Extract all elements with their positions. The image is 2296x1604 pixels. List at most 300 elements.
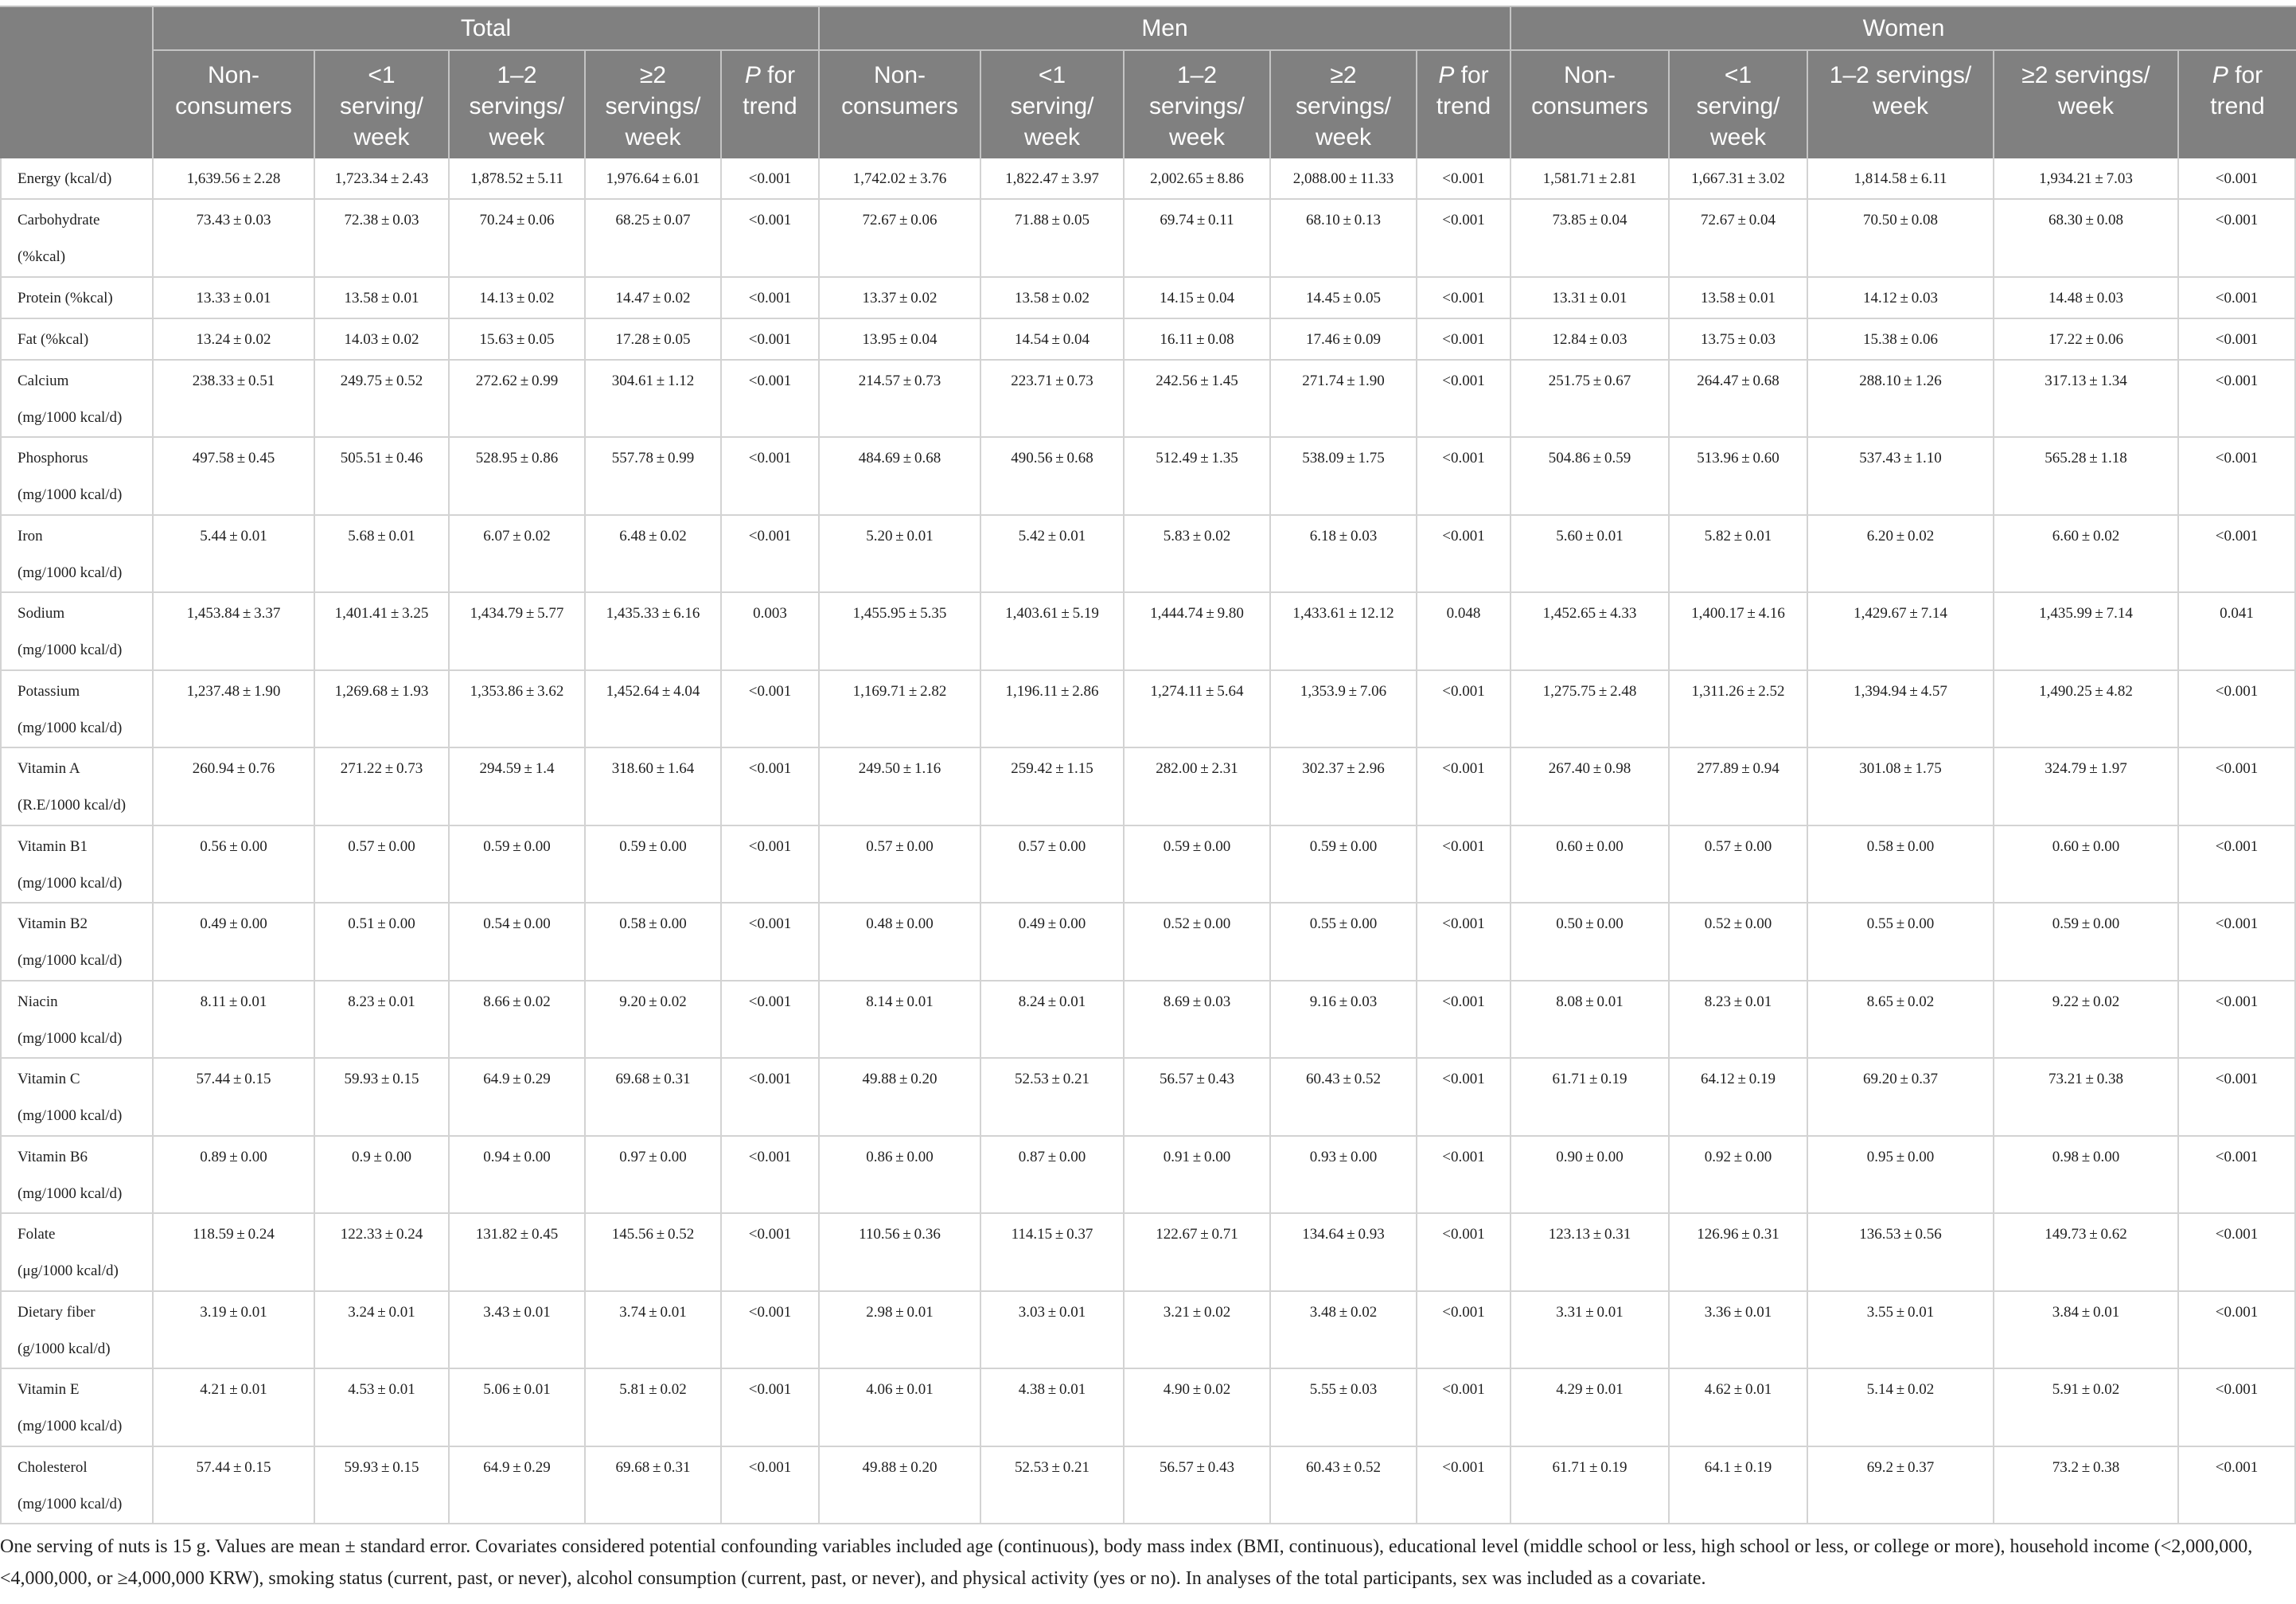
cell-vitamin-b6-women-non-consumers: 0.90 ± 0.00 xyxy=(1511,1137,1670,1215)
cell-calcium-total-less-than-1-serving-week: 249.75 ± 0.52 xyxy=(315,361,450,439)
cell-vitamin-e-women-2-or-more-servings-week: 5.91 ± 0.02 xyxy=(1994,1369,2179,1447)
cell-protein-total-p-for-trend: <0.001 xyxy=(722,278,820,319)
cell-vitamin-a-total-p-for-trend: <0.001 xyxy=(722,748,820,826)
cell-carbohydrate-women-p-for-trend: <0.001 xyxy=(2179,200,2296,278)
cell-carbohydrate-women-1-2-servings-week: 70.50 ± 0.08 xyxy=(1808,200,1994,278)
cell-carbohydrate-men-1-2-servings-week: 69.74 ± 0.11 xyxy=(1125,200,1271,278)
cell-cholesterol-women-non-consumers: 61.71 ± 0.19 xyxy=(1511,1447,1670,1525)
cell-vitamin-b6-women-less-than-1-serving-week: 0.92 ± 0.00 xyxy=(1670,1137,1808,1215)
cell-potassium-women-p-for-trend: <0.001 xyxy=(2179,671,2296,749)
cell-vitamin-a-women-2-or-more-servings-week: 324.79 ± 1.97 xyxy=(1994,748,2179,826)
cell-vitamin-b1-total-p-for-trend: <0.001 xyxy=(722,826,820,904)
cell-vitamin-c-total-1-2-servings-week: 64.9 ± 0.29 xyxy=(450,1059,586,1137)
cell-phosphorus-men-2-or-more-servings-week: 538.09 ± 1.75 xyxy=(1271,438,1417,516)
cell-folate-women-2-or-more-servings-week: 149.73 ± 0.62 xyxy=(1994,1214,2179,1292)
cell-folate-men-non-consumers: 110.56 ± 0.36 xyxy=(820,1214,981,1292)
cell-fat-women-p-for-trend: <0.001 xyxy=(2179,319,2296,361)
cell-protein-men-less-than-1-serving-week: 13.58 ± 0.02 xyxy=(981,278,1125,319)
column-header-women-1-2-servings-week: 1–2 servings/ week xyxy=(1808,51,1994,158)
cell-vitamin-b6-women-2-or-more-servings-week: 0.98 ± 0.00 xyxy=(1994,1137,2179,1215)
cell-potassium-total-2-or-more-servings-week: 1,452.64 ± 4.04 xyxy=(586,671,722,749)
cell-energy-men-1-2-servings-week: 2,002.65 ± 8.86 xyxy=(1125,158,1271,200)
cell-protein-total-2-or-more-servings-week: 14.47 ± 0.02 xyxy=(586,278,722,319)
table-row-folate xyxy=(0,1214,2296,1292)
column-header-men-1-2-servings-week: 1–2 servings/ week xyxy=(1125,51,1271,158)
cell-fat-men-p-for-trend: <0.001 xyxy=(1417,319,1511,361)
cell-niacin-total-non-consumers: 8.11 ± 0.01 xyxy=(154,982,315,1060)
cell-vitamin-a-women-1-2-servings-week: 301.08 ± 1.75 xyxy=(1808,748,1994,826)
cell-cholesterol-men-less-than-1-serving-week: 52.53 ± 0.21 xyxy=(981,1447,1125,1525)
cell-calcium-total-1-2-servings-week: 272.62 ± 0.99 xyxy=(450,361,586,439)
cell-vitamin-e-women-1-2-servings-week: 5.14 ± 0.02 xyxy=(1808,1369,1994,1447)
cell-energy-women-less-than-1-serving-week: 1,667.31 ± 3.02 xyxy=(1670,158,1808,200)
cell-vitamin-e-total-1-2-servings-week: 5.06 ± 0.01 xyxy=(450,1369,586,1447)
row-label-potassium: Potassium (mg/1000 kcal/d) xyxy=(0,671,154,749)
cell-niacin-total-less-than-1-serving-week: 8.23 ± 0.01 xyxy=(315,982,450,1060)
table-row-potassium xyxy=(0,671,2296,749)
cell-vitamin-e-total-2-or-more-servings-week: 5.81 ± 0.02 xyxy=(586,1369,722,1447)
cell-dietary-fiber-women-2-or-more-servings-week: 3.84 ± 0.01 xyxy=(1994,1292,2179,1370)
column-header-women-less-than-1-serving-week: <1 serving/ week xyxy=(1670,51,1808,158)
cell-phosphorus-total-p-for-trend: <0.001 xyxy=(722,438,820,516)
cell-fat-women-1-2-servings-week: 15.38 ± 0.06 xyxy=(1808,319,1994,361)
cell-protein-men-non-consumers: 13.37 ± 0.02 xyxy=(820,278,981,319)
cell-dietary-fiber-men-1-2-servings-week: 3.21 ± 0.02 xyxy=(1125,1292,1271,1370)
cell-vitamin-b2-total-non-consumers: 0.49 ± 0.00 xyxy=(154,903,315,982)
cell-sodium-women-less-than-1-serving-week: 1,400.17 ± 4.16 xyxy=(1670,593,1808,671)
cell-vitamin-b2-women-2-or-more-servings-week: 0.59 ± 0.00 xyxy=(1994,903,2179,982)
cell-vitamin-b2-men-2-or-more-servings-week: 0.55 ± 0.00 xyxy=(1271,903,1417,982)
cell-sodium-men-less-than-1-serving-week: 1,403.61 ± 5.19 xyxy=(981,593,1125,671)
row-label-vitamin-b1: Vitamin B1 (mg/1000 kcal/d) xyxy=(0,826,154,904)
cell-vitamin-b6-men-non-consumers: 0.86 ± 0.00 xyxy=(820,1137,981,1215)
cell-potassium-men-1-2-servings-week: 1,274.11 ± 5.64 xyxy=(1125,671,1271,749)
cell-energy-women-2-or-more-servings-week: 1,934.21 ± 7.03 xyxy=(1994,158,2179,200)
cell-protein-total-1-2-servings-week: 14.13 ± 0.02 xyxy=(450,278,586,319)
table-footnote: One serving of nuts is 15 g. Values are mean ± standard error. Covariates considered potential confounding variables included age (continuous), body mass index (BMI, continuous), educational level (middle school or less, high school or less, or college or more), household income (<2,000,000, <4,000,000, or ≥4,000,000 KRW), smoking status (current, past, or never), alcohol consumption (current, past, or never), and physical activity (yes or no). In analyses of the total participants, sex was included as a covariate. xyxy=(0,1536,2253,1589)
cell-protein-women-1-2-servings-week: 14.12 ± 0.03 xyxy=(1808,278,1994,319)
cell-vitamin-b1-men-non-consumers: 0.57 ± 0.00 xyxy=(820,826,981,904)
cell-folate-men-2-or-more-servings-week: 134.64 ± 0.93 xyxy=(1271,1214,1417,1292)
row-label-fat: Fat (%kcal) xyxy=(0,319,154,361)
cell-protein-total-non-consumers: 13.33 ± 0.01 xyxy=(154,278,315,319)
for-trend-label: for trend xyxy=(2210,62,2265,119)
cell-fat-total-non-consumers: 13.24 ± 0.02 xyxy=(154,319,315,361)
cell-cholesterol-men-2-or-more-servings-week: 60.43 ± 0.52 xyxy=(1271,1447,1417,1525)
cell-protein-total-less-than-1-serving-week: 13.58 ± 0.01 xyxy=(315,278,450,319)
cell-iron-men-non-consumers: 5.20 ± 0.01 xyxy=(820,516,981,594)
cell-vitamin-b1-women-1-2-servings-week: 0.58 ± 0.00 xyxy=(1808,826,1994,904)
cell-vitamin-b6-total-2-or-more-servings-week: 0.97 ± 0.00 xyxy=(586,1137,722,1215)
cell-vitamin-b1-men-1-2-servings-week: 0.59 ± 0.00 xyxy=(1125,826,1271,904)
cell-vitamin-b1-women-non-consumers: 0.60 ± 0.00 xyxy=(1511,826,1670,904)
cell-energy-men-non-consumers: 1,742.02 ± 3.76 xyxy=(820,158,981,200)
cell-iron-women-p-for-trend: <0.001 xyxy=(2179,516,2296,594)
table-row-vitamin-e xyxy=(0,1369,2296,1447)
column-header-men-p-for-trend xyxy=(1417,51,1511,158)
cell-dietary-fiber-total-less-than-1-serving-week: 3.24 ± 0.01 xyxy=(315,1292,450,1370)
cell-energy-men-p-for-trend: <0.001 xyxy=(1417,158,1511,200)
cell-dietary-fiber-men-non-consumers: 2.98 ± 0.01 xyxy=(820,1292,981,1370)
cell-potassium-total-p-for-trend: <0.001 xyxy=(722,671,820,749)
cell-dietary-fiber-men-p-for-trend: <0.001 xyxy=(1417,1292,1511,1370)
table-row-niacin xyxy=(0,982,2296,1060)
cell-vitamin-b1-women-2-or-more-servings-week: 0.60 ± 0.00 xyxy=(1994,826,2179,904)
cell-sodium-women-1-2-servings-week: 1,429.67 ± 7.14 xyxy=(1808,593,1994,671)
cell-vitamin-c-men-non-consumers: 49.88 ± 0.20 xyxy=(820,1059,981,1137)
table-row-vitamin-b1 xyxy=(0,826,2296,904)
cell-niacin-women-p-for-trend: <0.001 xyxy=(2179,982,2296,1060)
cell-cholesterol-total-1-2-servings-week: 64.9 ± 0.29 xyxy=(450,1447,586,1525)
cell-carbohydrate-men-less-than-1-serving-week: 71.88 ± 0.05 xyxy=(981,200,1125,278)
cell-niacin-women-less-than-1-serving-week: 8.23 ± 0.01 xyxy=(1670,982,1808,1060)
cell-vitamin-a-total-non-consumers: 260.94 ± 0.76 xyxy=(154,748,315,826)
row-label-calcium: Calcium (mg/1000 kcal/d) xyxy=(0,361,154,439)
cell-phosphorus-total-1-2-servings-week: 528.95 ± 0.86 xyxy=(450,438,586,516)
cell-vitamin-b1-women-less-than-1-serving-week: 0.57 ± 0.00 xyxy=(1670,826,1808,904)
column-header-total-2-or-more-servings-week: ≥2 servings/ week xyxy=(586,51,722,158)
cell-vitamin-b6-total-1-2-servings-week: 0.94 ± 0.00 xyxy=(450,1137,586,1215)
cell-vitamin-b6-men-2-or-more-servings-week: 0.93 ± 0.00 xyxy=(1271,1137,1417,1215)
cell-phosphorus-men-less-than-1-serving-week: 490.56 ± 0.68 xyxy=(981,438,1125,516)
table-row-vitamin-c xyxy=(0,1059,2296,1137)
p-italic-label: P xyxy=(2212,62,2228,88)
cell-vitamin-e-women-non-consumers: 4.29 ± 0.01 xyxy=(1511,1369,1670,1447)
cell-vitamin-b2-total-p-for-trend: <0.001 xyxy=(722,903,820,982)
cell-sodium-women-2-or-more-servings-week: 1,435.99 ± 7.14 xyxy=(1994,593,2179,671)
cell-sodium-men-non-consumers: 1,455.95 ± 5.35 xyxy=(820,593,981,671)
cell-potassium-men-less-than-1-serving-week: 1,196.11 ± 2.86 xyxy=(981,671,1125,749)
cell-protein-men-2-or-more-servings-week: 14.45 ± 0.05 xyxy=(1271,278,1417,319)
column-header-men-less-than-1-serving-week: <1 serving/ week xyxy=(981,51,1125,158)
cell-vitamin-b1-total-less-than-1-serving-week: 0.57 ± 0.00 xyxy=(315,826,450,904)
cell-iron-total-non-consumers: 5.44 ± 0.01 xyxy=(154,516,315,594)
cell-potassium-total-1-2-servings-week: 1,353.86 ± 3.62 xyxy=(450,671,586,749)
cell-carbohydrate-total-2-or-more-servings-week: 68.25 ± 0.07 xyxy=(586,200,722,278)
cell-cholesterol-men-p-for-trend: <0.001 xyxy=(1417,1447,1511,1525)
cell-phosphorus-total-non-consumers: 497.58 ± 0.45 xyxy=(154,438,315,516)
table-row-phosphorus xyxy=(0,438,2296,516)
cell-vitamin-c-total-p-for-trend: <0.001 xyxy=(722,1059,820,1137)
cell-calcium-women-non-consumers: 251.75 ± 0.67 xyxy=(1511,361,1670,439)
p-italic-label: P xyxy=(1438,62,1455,88)
cell-folate-women-1-2-servings-week: 136.53 ± 0.56 xyxy=(1808,1214,1994,1292)
cell-phosphorus-total-2-or-more-servings-week: 557.78 ± 0.99 xyxy=(586,438,722,516)
cell-carbohydrate-women-2-or-more-servings-week: 68.30 ± 0.08 xyxy=(1994,200,2179,278)
for-trend-label: for trend xyxy=(1436,62,1491,119)
cell-cholesterol-women-1-2-servings-week: 69.2 ± 0.37 xyxy=(1808,1447,1994,1525)
cell-energy-men-2-or-more-servings-week: 2,088.00 ± 11.33 xyxy=(1271,158,1417,200)
cell-vitamin-b2-total-less-than-1-serving-week: 0.51 ± 0.00 xyxy=(315,903,450,982)
cell-vitamin-b6-women-1-2-servings-week: 0.95 ± 0.00 xyxy=(1808,1137,1994,1215)
table-row-vitamin-b6 xyxy=(0,1137,2296,1215)
cell-energy-total-2-or-more-servings-week: 1,976.64 ± 6.01 xyxy=(586,158,722,200)
table-row-energy xyxy=(0,158,2296,200)
cell-protein-women-non-consumers: 13.31 ± 0.01 xyxy=(1511,278,1670,319)
cell-fat-total-less-than-1-serving-week: 14.03 ± 0.02 xyxy=(315,319,450,361)
cell-iron-men-p-for-trend: <0.001 xyxy=(1417,516,1511,594)
cell-niacin-total-2-or-more-servings-week: 9.20 ± 0.02 xyxy=(586,982,722,1060)
cell-iron-women-less-than-1-serving-week: 5.82 ± 0.01 xyxy=(1670,516,1808,594)
cell-sodium-total-non-consumers: 1,453.84 ± 3.37 xyxy=(154,593,315,671)
row-label-vitamin-c: Vitamin C (mg/1000 kcal/d) xyxy=(0,1059,154,1137)
nutrient-intake-table xyxy=(0,6,2296,1524)
cell-vitamin-a-men-2-or-more-servings-week: 302.37 ± 2.96 xyxy=(1271,748,1417,826)
cell-energy-women-non-consumers: 1,581.71 ± 2.81 xyxy=(1511,158,1670,200)
cell-protein-women-p-for-trend: <0.001 xyxy=(2179,278,2296,319)
cell-vitamin-b6-women-p-for-trend: <0.001 xyxy=(2179,1137,2296,1215)
cell-niacin-total-1-2-servings-week: 8.66 ± 0.02 xyxy=(450,982,586,1060)
cell-energy-total-non-consumers: 1,639.56 ± 2.28 xyxy=(154,158,315,200)
table-row-sodium xyxy=(0,593,2296,671)
cell-vitamin-e-men-less-than-1-serving-week: 4.38 ± 0.01 xyxy=(981,1369,1125,1447)
cell-vitamin-a-women-non-consumers: 267.40 ± 0.98 xyxy=(1511,748,1670,826)
cell-vitamin-b6-total-p-for-trend: <0.001 xyxy=(722,1137,820,1215)
cell-vitamin-b1-women-p-for-trend: <0.001 xyxy=(2179,826,2296,904)
header-corner-cell xyxy=(0,7,154,158)
cell-vitamin-c-women-non-consumers: 61.71 ± 0.19 xyxy=(1511,1059,1670,1137)
cell-potassium-women-1-2-servings-week: 1,394.94 ± 4.57 xyxy=(1808,671,1994,749)
cell-vitamin-c-men-p-for-trend: <0.001 xyxy=(1417,1059,1511,1137)
cell-phosphorus-total-less-than-1-serving-week: 505.51 ± 0.46 xyxy=(315,438,450,516)
cell-vitamin-e-women-p-for-trend: <0.001 xyxy=(2179,1369,2296,1447)
cell-phosphorus-men-non-consumers: 484.69 ± 0.68 xyxy=(820,438,981,516)
for-trend-label: for trend xyxy=(743,62,797,119)
cell-dietary-fiber-women-1-2-servings-week: 3.55 ± 0.01 xyxy=(1808,1292,1994,1370)
cell-vitamin-b6-men-p-for-trend: <0.001 xyxy=(1417,1137,1511,1215)
row-label-cholesterol: Cholesterol (mg/1000 kcal/d) xyxy=(0,1447,154,1525)
table-row-vitamin-a xyxy=(0,748,2296,826)
cell-folate-total-less-than-1-serving-week: 122.33 ± 0.24 xyxy=(315,1214,450,1292)
table-header xyxy=(0,7,2296,158)
row-label-energy: Energy (kcal/d) xyxy=(0,158,154,200)
cell-dietary-fiber-men-2-or-more-servings-week: 3.48 ± 0.02 xyxy=(1271,1292,1417,1370)
table-row-cholesterol xyxy=(0,1447,2296,1525)
cell-vitamin-b2-men-p-for-trend: <0.001 xyxy=(1417,903,1511,982)
cell-iron-total-2-or-more-servings-week: 6.48 ± 0.02 xyxy=(586,516,722,594)
cell-vitamin-b1-men-2-or-more-servings-week: 0.59 ± 0.00 xyxy=(1271,826,1417,904)
column-header-total-non-consumers: Non- consumers xyxy=(154,51,315,158)
cell-calcium-women-2-or-more-servings-week: 317.13 ± 1.34 xyxy=(1994,361,2179,439)
row-label-carbohydrate: Carbohydrate (%kcal) xyxy=(0,200,154,278)
cell-protein-men-1-2-servings-week: 14.15 ± 0.04 xyxy=(1125,278,1271,319)
cell-vitamin-c-men-2-or-more-servings-week: 60.43 ± 0.52 xyxy=(1271,1059,1417,1137)
cell-phosphorus-men-1-2-servings-week: 512.49 ± 1.35 xyxy=(1125,438,1271,516)
column-header-women-non-consumers: Non- consumers xyxy=(1511,51,1670,158)
cell-calcium-women-p-for-trend: <0.001 xyxy=(2179,361,2296,439)
cell-calcium-men-1-2-servings-week: 242.56 ± 1.45 xyxy=(1125,361,1271,439)
p-italic-label: P xyxy=(744,62,761,88)
cell-vitamin-b1-total-non-consumers: 0.56 ± 0.00 xyxy=(154,826,315,904)
cell-folate-total-p-for-trend: <0.001 xyxy=(722,1214,820,1292)
cell-protein-women-2-or-more-servings-week: 14.48 ± 0.03 xyxy=(1994,278,2179,319)
column-header-women-p-for-trend xyxy=(2179,51,2296,158)
row-label-vitamin-e: Vitamin E (mg/1000 kcal/d) xyxy=(0,1369,154,1447)
cell-iron-men-less-than-1-serving-week: 5.42 ± 0.01 xyxy=(981,516,1125,594)
cell-vitamin-b6-men-1-2-servings-week: 0.91 ± 0.00 xyxy=(1125,1137,1271,1215)
table-body xyxy=(0,158,2296,1524)
cell-folate-women-non-consumers: 123.13 ± 0.31 xyxy=(1511,1214,1670,1292)
cell-calcium-total-p-for-trend: <0.001 xyxy=(722,361,820,439)
cell-cholesterol-women-p-for-trend: <0.001 xyxy=(2179,1447,2296,1525)
cell-vitamin-c-women-2-or-more-servings-week: 73.21 ± 0.38 xyxy=(1994,1059,2179,1137)
cell-sodium-women-p-for-trend: 0.041 xyxy=(2179,593,2296,671)
cell-vitamin-b6-total-non-consumers: 0.89 ± 0.00 xyxy=(154,1137,315,1215)
cell-sodium-men-2-or-more-servings-week: 1,433.61 ± 12.12 xyxy=(1271,593,1417,671)
cell-cholesterol-total-less-than-1-serving-week: 59.93 ± 0.15 xyxy=(315,1447,450,1525)
cell-fat-women-2-or-more-servings-week: 17.22 ± 0.06 xyxy=(1994,319,2179,361)
cell-sodium-women-non-consumers: 1,452.65 ± 4.33 xyxy=(1511,593,1670,671)
cell-phosphorus-women-less-than-1-serving-week: 513.96 ± 0.60 xyxy=(1670,438,1808,516)
cell-potassium-men-2-or-more-servings-week: 1,353.9 ± 7.06 xyxy=(1271,671,1417,749)
cell-vitamin-b2-women-non-consumers: 0.50 ± 0.00 xyxy=(1511,903,1670,982)
cell-phosphorus-women-non-consumers: 504.86 ± 0.59 xyxy=(1511,438,1670,516)
cell-dietary-fiber-women-p-for-trend: <0.001 xyxy=(2179,1292,2296,1370)
cell-potassium-women-2-or-more-servings-week: 1,490.25 ± 4.82 xyxy=(1994,671,2179,749)
cell-iron-total-1-2-servings-week: 6.07 ± 0.02 xyxy=(450,516,586,594)
column-header-total-1-2-servings-week: 1–2 servings/ week xyxy=(450,51,586,158)
cell-vitamin-c-women-less-than-1-serving-week: 64.12 ± 0.19 xyxy=(1670,1059,1808,1137)
cell-cholesterol-women-less-than-1-serving-week: 64.1 ± 0.19 xyxy=(1670,1447,1808,1525)
cell-vitamin-b2-men-1-2-servings-week: 0.52 ± 0.00 xyxy=(1125,903,1271,982)
cell-energy-men-less-than-1-serving-week: 1,822.47 ± 3.97 xyxy=(981,158,1125,200)
cell-carbohydrate-men-p-for-trend: <0.001 xyxy=(1417,200,1511,278)
cell-calcium-men-p-for-trend: <0.001 xyxy=(1417,361,1511,439)
table-row-iron xyxy=(0,516,2296,594)
cell-niacin-total-p-for-trend: <0.001 xyxy=(722,982,820,1060)
table-row-carbohydrate xyxy=(0,200,2296,278)
cell-carbohydrate-men-2-or-more-servings-week: 68.10 ± 0.13 xyxy=(1271,200,1417,278)
cell-potassium-total-non-consumers: 1,237.48 ± 1.90 xyxy=(154,671,315,749)
cell-energy-total-1-2-servings-week: 1,878.52 ± 5.11 xyxy=(450,158,586,200)
cell-vitamin-c-women-1-2-servings-week: 69.20 ± 0.37 xyxy=(1808,1059,1994,1137)
cell-calcium-men-2-or-more-servings-week: 271.74 ± 1.90 xyxy=(1271,361,1417,439)
cell-niacin-men-p-for-trend: <0.001 xyxy=(1417,982,1511,1060)
cell-vitamin-b2-total-1-2-servings-week: 0.54 ± 0.00 xyxy=(450,903,586,982)
cell-fat-men-1-2-servings-week: 16.11 ± 0.08 xyxy=(1125,319,1271,361)
cell-vitamin-b2-women-less-than-1-serving-week: 0.52 ± 0.00 xyxy=(1670,903,1808,982)
cell-potassium-men-non-consumers: 1,169.71 ± 2.82 xyxy=(820,671,981,749)
cell-fat-men-2-or-more-servings-week: 17.46 ± 0.09 xyxy=(1271,319,1417,361)
cell-energy-total-less-than-1-serving-week: 1,723.34 ± 2.43 xyxy=(315,158,450,200)
cell-vitamin-a-women-less-than-1-serving-week: 277.89 ± 0.94 xyxy=(1670,748,1808,826)
cell-carbohydrate-total-non-consumers: 73.43 ± 0.03 xyxy=(154,200,315,278)
cell-vitamin-e-total-less-than-1-serving-week: 4.53 ± 0.01 xyxy=(315,1369,450,1447)
table-row-vitamin-b2 xyxy=(0,903,2296,982)
cell-sodium-total-1-2-servings-week: 1,434.79 ± 5.77 xyxy=(450,593,586,671)
cell-potassium-women-non-consumers: 1,275.75 ± 2.48 xyxy=(1511,671,1670,749)
cell-vitamin-c-total-less-than-1-serving-week: 59.93 ± 0.15 xyxy=(315,1059,450,1137)
cell-folate-men-p-for-trend: <0.001 xyxy=(1417,1214,1511,1292)
cell-vitamin-b2-men-non-consumers: 0.48 ± 0.00 xyxy=(820,903,981,982)
cell-dietary-fiber-total-p-for-trend: <0.001 xyxy=(722,1292,820,1370)
cell-carbohydrate-women-less-than-1-serving-week: 72.67 ± 0.04 xyxy=(1670,200,1808,278)
cell-folate-men-1-2-servings-week: 122.67 ± 0.71 xyxy=(1125,1214,1271,1292)
row-label-vitamin-a: Vitamin A (R.E/1000 kcal/d) xyxy=(0,748,154,826)
cell-fat-total-2-or-more-servings-week: 17.28 ± 0.05 xyxy=(586,319,722,361)
cell-fat-women-less-than-1-serving-week: 13.75 ± 0.03 xyxy=(1670,319,1808,361)
column-header-total-less-than-1-serving-week: <1 serving/ week xyxy=(315,51,450,158)
cell-calcium-total-2-or-more-servings-week: 304.61 ± 1.12 xyxy=(586,361,722,439)
cell-iron-men-1-2-servings-week: 5.83 ± 0.02 xyxy=(1125,516,1271,594)
cell-calcium-women-less-than-1-serving-week: 264.47 ± 0.68 xyxy=(1670,361,1808,439)
cell-calcium-men-less-than-1-serving-week: 223.71 ± 0.73 xyxy=(981,361,1125,439)
cell-carbohydrate-total-p-for-trend: <0.001 xyxy=(722,200,820,278)
cell-cholesterol-total-p-for-trend: <0.001 xyxy=(722,1447,820,1525)
cell-vitamin-b1-total-1-2-servings-week: 0.59 ± 0.00 xyxy=(450,826,586,904)
cell-cholesterol-total-non-consumers: 57.44 ± 0.15 xyxy=(154,1447,315,1525)
cell-sodium-total-2-or-more-servings-week: 1,435.33 ± 6.16 xyxy=(586,593,722,671)
column-header-row xyxy=(154,51,2296,158)
cell-carbohydrate-women-non-consumers: 73.85 ± 0.04 xyxy=(1511,200,1670,278)
cell-dietary-fiber-women-less-than-1-serving-week: 3.36 ± 0.01 xyxy=(1670,1292,1808,1370)
cell-vitamin-a-men-1-2-servings-week: 282.00 ± 2.31 xyxy=(1125,748,1271,826)
cell-protein-men-p-for-trend: <0.001 xyxy=(1417,278,1511,319)
cell-carbohydrate-total-1-2-servings-week: 70.24 ± 0.06 xyxy=(450,200,586,278)
cell-cholesterol-men-non-consumers: 49.88 ± 0.20 xyxy=(820,1447,981,1525)
cell-vitamin-e-men-non-consumers: 4.06 ± 0.01 xyxy=(820,1369,981,1447)
row-label-vitamin-b6: Vitamin B6 (mg/1000 kcal/d) xyxy=(0,1137,154,1215)
cell-vitamin-e-men-1-2-servings-week: 4.90 ± 0.02 xyxy=(1125,1369,1271,1447)
cell-cholesterol-men-1-2-servings-week: 56.57 ± 0.43 xyxy=(1125,1447,1271,1525)
column-header-total-p-for-trend xyxy=(722,51,820,158)
row-label-vitamin-b2: Vitamin B2 (mg/1000 kcal/d) xyxy=(0,903,154,982)
cell-niacin-men-1-2-servings-week: 8.69 ± 0.03 xyxy=(1125,982,1271,1060)
cell-sodium-men-1-2-servings-week: 1,444.74 ± 9.80 xyxy=(1125,593,1271,671)
cell-potassium-total-less-than-1-serving-week: 1,269.68 ± 1.93 xyxy=(315,671,450,749)
cell-niacin-men-non-consumers: 8.14 ± 0.01 xyxy=(820,982,981,1060)
cell-iron-women-non-consumers: 5.60 ± 0.01 xyxy=(1511,516,1670,594)
cell-vitamin-c-men-less-than-1-serving-week: 52.53 ± 0.21 xyxy=(981,1059,1125,1137)
row-label-phosphorus: Phosphorus (mg/1000 kcal/d) xyxy=(0,438,154,516)
cell-sodium-total-p-for-trend: 0.003 xyxy=(722,593,820,671)
cell-carbohydrate-men-non-consumers: 72.67 ± 0.06 xyxy=(820,200,981,278)
cell-vitamin-b1-total-2-or-more-servings-week: 0.59 ± 0.00 xyxy=(586,826,722,904)
cell-vitamin-b6-men-less-than-1-serving-week: 0.87 ± 0.00 xyxy=(981,1137,1125,1215)
column-header-men-non-consumers: Non- consumers xyxy=(820,51,981,158)
cell-vitamin-c-men-1-2-servings-week: 56.57 ± 0.43 xyxy=(1125,1059,1271,1137)
cell-sodium-men-p-for-trend: 0.048 xyxy=(1417,593,1511,671)
cell-vitamin-a-men-p-for-trend: <0.001 xyxy=(1417,748,1511,826)
cell-energy-total-p-for-trend: <0.001 xyxy=(722,158,820,200)
cell-vitamin-a-women-p-for-trend: <0.001 xyxy=(2179,748,2296,826)
row-label-protein: Protein (%kcal) xyxy=(0,278,154,319)
cell-vitamin-a-total-less-than-1-serving-week: 271.22 ± 0.73 xyxy=(315,748,450,826)
column-header-men-2-or-more-servings-week: ≥2 servings/ week xyxy=(1271,51,1417,158)
group-header-row xyxy=(154,7,2296,51)
cell-vitamin-e-total-non-consumers: 4.21 ± 0.01 xyxy=(154,1369,315,1447)
cell-phosphorus-women-p-for-trend: <0.001 xyxy=(2179,438,2296,516)
cell-energy-women-1-2-servings-week: 1,814.58 ± 6.11 xyxy=(1808,158,1994,200)
cell-dietary-fiber-men-less-than-1-serving-week: 3.03 ± 0.01 xyxy=(981,1292,1125,1370)
cell-vitamin-b2-total-2-or-more-servings-week: 0.58 ± 0.00 xyxy=(586,903,722,982)
cell-iron-total-p-for-trend: <0.001 xyxy=(722,516,820,594)
row-label-niacin: Niacin (mg/1000 kcal/d) xyxy=(0,982,154,1060)
cell-vitamin-c-total-non-consumers: 57.44 ± 0.15 xyxy=(154,1059,315,1137)
cell-iron-women-2-or-more-servings-week: 6.60 ± 0.02 xyxy=(1994,516,2179,594)
cell-iron-total-less-than-1-serving-week: 5.68 ± 0.01 xyxy=(315,516,450,594)
cell-fat-men-less-than-1-serving-week: 14.54 ± 0.04 xyxy=(981,319,1125,361)
cell-folate-women-p-for-trend: <0.001 xyxy=(2179,1214,2296,1292)
cell-dietary-fiber-total-1-2-servings-week: 3.43 ± 0.01 xyxy=(450,1292,586,1370)
cell-niacin-men-2-or-more-servings-week: 9.16 ± 0.03 xyxy=(1271,982,1417,1060)
cell-calcium-total-non-consumers: 238.33 ± 0.51 xyxy=(154,361,315,439)
cell-folate-men-less-than-1-serving-week: 114.15 ± 0.37 xyxy=(981,1214,1125,1292)
cell-sodium-total-less-than-1-serving-week: 1,401.41 ± 3.25 xyxy=(315,593,450,671)
header-columns xyxy=(154,7,2296,158)
cell-vitamin-c-women-p-for-trend: <0.001 xyxy=(2179,1059,2296,1137)
cell-vitamin-a-total-2-or-more-servings-week: 318.60 ± 1.64 xyxy=(586,748,722,826)
